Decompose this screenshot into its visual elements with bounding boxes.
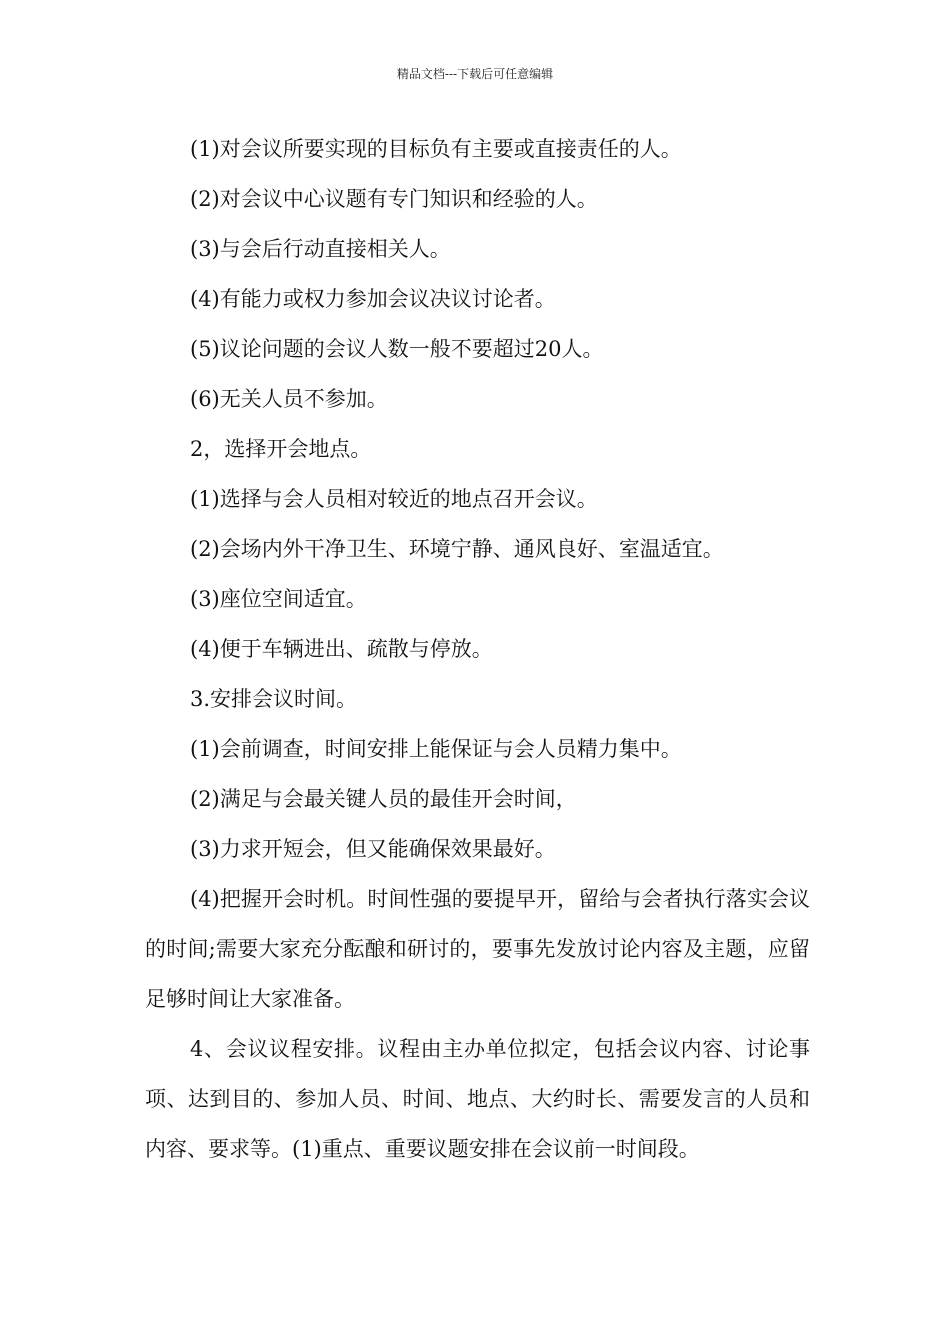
list-item: (2)满足与会最关键人员的最佳开会时间， (190, 787, 577, 811)
list-item: (1)选择与会人员相对较近的地点召开会议。 (190, 487, 598, 511)
list-item: (2)会场内外干净卫生、环境宁静、通风良好、室温适宜。 (190, 537, 724, 561)
page-header: 精品文档---下载后可任意编辑 (396, 67, 554, 81)
list-item: (3)座位空间适宜。 (190, 587, 367, 611)
list-item: (5)议论问题的会议人数一般不要超过20人。 (190, 337, 604, 361)
list-item: (4)有能力或权力参加会议决议讨论者。 (190, 287, 556, 311)
document-body (145, 124, 810, 1174)
list-item: (6)无关人员不参加。 (190, 387, 388, 411)
paragraph: (4)把握开会时机。时间性强的要提早开，留给与会者执行落实会议的时间;需要大家充分酝酿和研讨的，要事先发放讨论内容及主题，应留足够时间让大家准备。 (145, 887, 810, 1011)
list-item: (1)会前调查，时间安排上能保证与会人员精力集中。 (190, 737, 682, 761)
paragraph: 4、会议议程安排。议程由主办单位拟定，包括会议内容、讨论事项、达到目的、参加人员、时间、地点、大约时长、需要发言的人员和内容、要求等。(1)重点、重要议题安排在会议前一时间段。 (145, 1037, 810, 1161)
list-item: (1)对会议所要实现的目标负有主要或直接责任的人。 (190, 137, 682, 161)
list-item: (3)力求开短会，但又能确保效果最好。 (190, 837, 556, 861)
list-item: (3)与会后行动直接相关人。 (190, 237, 451, 261)
list-item: (4)便于车辆进出、疏散与停放。 (190, 637, 493, 661)
section-heading: 2，选择开会地点。 (190, 437, 372, 461)
list-item: (2)对会议中心议题有专门知识和经验的人。 (190, 187, 598, 211)
section-heading: 3.安排会议时间。 (190, 687, 358, 711)
